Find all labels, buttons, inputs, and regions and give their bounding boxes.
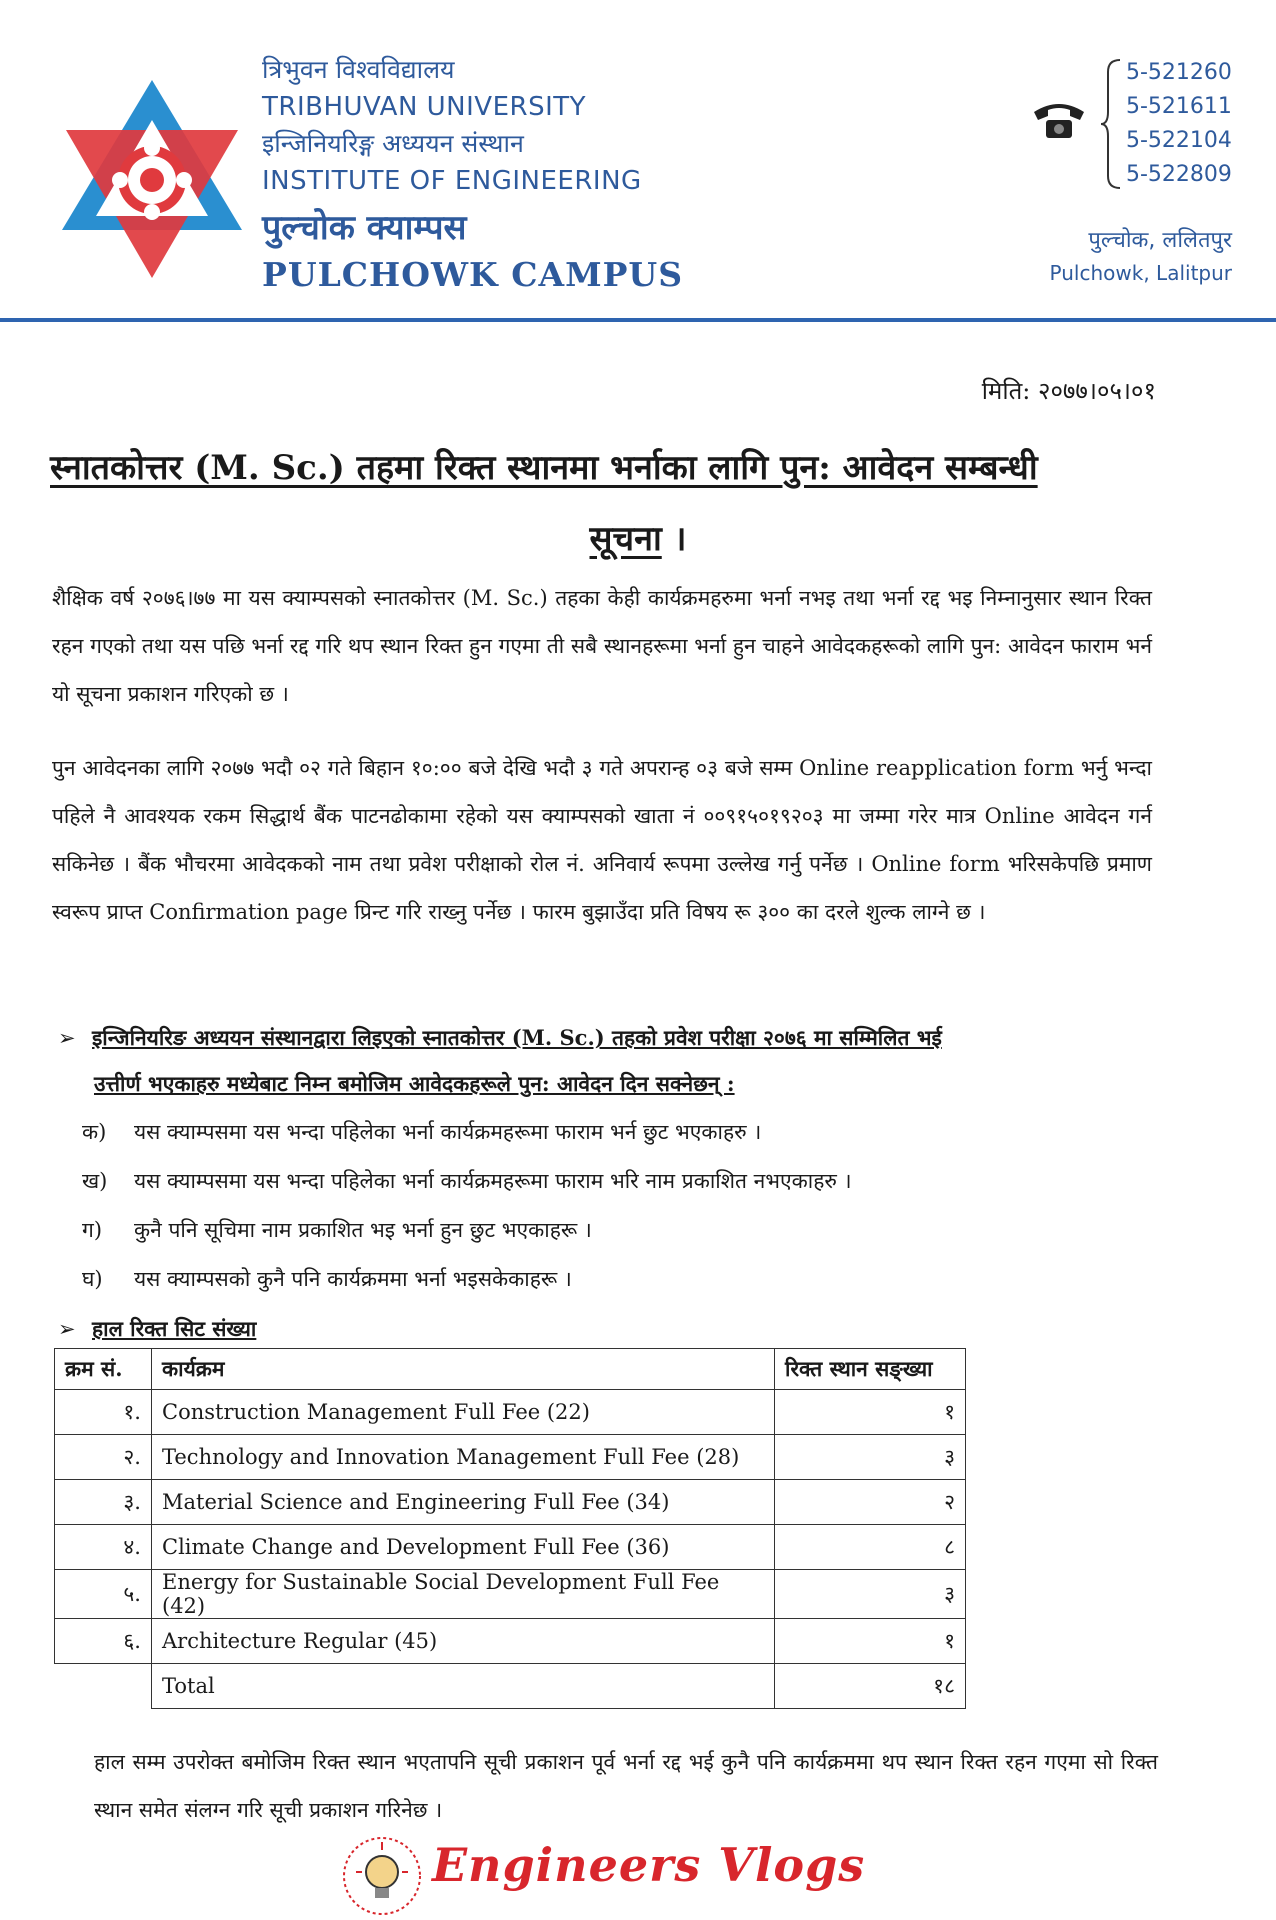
phone-number: 5-521611 bbox=[1126, 94, 1232, 119]
col-header-program: कार्यक्रम bbox=[152, 1349, 775, 1390]
eligibility-heading-line1: इन्जिनियरिङ अध्ययन संस्थानद्वारा लिइएको स्नातकोत्तर (M. Sc.) तहको प्रवेश परीक्षा २०७६ मा सम्मिलित भई bbox=[92, 1025, 942, 1050]
institute-name-english: INSTITUTE OF ENGINEERING bbox=[262, 166, 642, 196]
col-header-sn: क्रम सं. bbox=[55, 1349, 152, 1390]
table-header-row bbox=[55, 1349, 966, 1390]
university-name-english: TRIBHUVAN UNIVERSITY bbox=[262, 92, 587, 122]
notice-title: स्नातकोत्तर (M. Sc.) तहमा रिक्त स्थानमा भर्नाका लागि पुन: आवेदन सम्बन्धी bbox=[50, 448, 1038, 488]
phone-number: 5-522809 bbox=[1126, 162, 1232, 187]
vacant-seats-table bbox=[54, 1348, 966, 1709]
phone-brace bbox=[1100, 58, 1122, 190]
notice-date: मिति: २०७७।०५।०१ bbox=[981, 377, 1156, 405]
paragraph-closing: हाल सम्म उपरोक्त बमोजिम रिक्त स्थान भएतापनि सूची प्रकाशन पूर्व भर्ना रद्द भई कुनै पनि कार्यक्रममा थप स्थान रिक्त रहन गएमा सो रिक्त स्थान समेत संलग्न गरि सूची प्रकाशन गरिनेछ । bbox=[94, 1750, 1158, 1822]
phone-numbers bbox=[1126, 56, 1232, 192]
paragraph-application-procedure: पुन आवेदनका लागि २०७७ भदौ ०२ गते बिहान १०:०० बजे देखि भदौ ३ गते अपरान्ह ०३ बजे सम्म Online reapplication form भर्नु भन्दा पहिले नै आवश्यक रकम सिद्धार्थ बैंक पाटनढोकामा रहेको यस क्याम्पसको खाता नं ००९१५०१९२०३ मा जम्मा गरेर मात्र Online आवेदन गर्न सकिनेछ । बैंक भौचरमा आवेदकको नाम तथा प्रवेश परीक्षाको रोल नं. अनिवार्य रूपमा उल्लेख गर्नु पर्नेछ । Online form भरिसकेपछि प्रमाण स्वरूप प्राप्त Confirmation page प्रिन्ट गरि राख्नु पर्नेछ । फारम बुझाउँदा प्रति विषय रू ३०० का दरले शुल्क लाग्ने छ । bbox=[52, 756, 1152, 924]
paragraph-intro: शैक्षिक वर्ष २०७६।७७ मा यस क्याम्पसको स्नातकोत्तर (M. Sc.) तहका केही कार्यक्रमहरुमा भर्ना नभइ तथा भर्ना रद्द भइ निम्नानुसार स्थान रिक्त रहन गएको तथा यस पछि भर्ना रद्द गरि थप स्थान रिक्त हुन गएमा ती सबै स्थानहरूमा भर्ना हुन चाहने आवेदकहरूको लागि पुन: आवेदन फाराम भर्न यो सूचना प्रकाशन गरिएको छ । bbox=[52, 586, 1152, 706]
total-value: १८ bbox=[775, 1664, 966, 1709]
list-item: घ) यस क्याम्पसको कुनै पनि कार्यक्रममा भर्ना भइसकेकाहरू । bbox=[82, 1267, 572, 1291]
eligibility-list bbox=[82, 1108, 852, 1304]
table-total-row bbox=[55, 1664, 966, 1709]
table-row: ३. Material Science and Engineering Full Fee (34) २ bbox=[55, 1480, 966, 1525]
phone-number: 5-522104 bbox=[1126, 128, 1232, 153]
list-item: ख) यस क्याम्पसमा यस भन्दा पहिलेका भर्ना कार्यक्रमहरूमा फाराम भरि नाम प्रकाशित नभएकाहरु । bbox=[82, 1169, 852, 1193]
phone-number: 5-521260 bbox=[1126, 60, 1232, 85]
header-divider bbox=[0, 318, 1276, 322]
eligibility-heading bbox=[58, 1015, 1158, 1107]
list-item: क) यस क्याम्पसमा यस भन्दा पहिलेका भर्ना कार्यक्रमहरूमा फाराम भर्न छुट भएकाहरु । bbox=[82, 1120, 762, 1144]
table-row: ५. Energy for Sustainable Social Development Full Fee (42) ३ bbox=[55, 1570, 966, 1619]
university-name-nepali: त्रिभुवन विश्वविद्यालय bbox=[262, 55, 455, 84]
campus-name-english: PULCHOWK CAMPUS bbox=[262, 255, 684, 294]
bullet-arrow-icon: ➢ bbox=[58, 1026, 76, 1050]
telephone-icon bbox=[1030, 94, 1088, 142]
tribhuvan-university-logo bbox=[62, 80, 242, 280]
table-row: १. Construction Management Full Fee (22) १ bbox=[55, 1390, 966, 1435]
campus-address bbox=[1050, 224, 1232, 288]
seats-heading: ➢ हाल रिक्त सिट संख्या bbox=[58, 1306, 1158, 1352]
notice-title-word: सूचना bbox=[589, 519, 662, 559]
total-label: Total bbox=[152, 1664, 775, 1709]
campus-name-nepali: पुल्चोक क्याम्पस bbox=[262, 208, 467, 248]
eligibility-heading-line2: उत्तीर्ण भएकाहरु मध्येबाट निम्न बमोजिम आवेदकहरूले पुन: आवेदन दिन सक्नेछन् : bbox=[94, 1071, 735, 1096]
institute-name-nepali: इन्जिनियरिङ्ग अध्ययन संस्थान bbox=[262, 129, 524, 158]
engineers-vlogs-logo-icon bbox=[340, 1834, 424, 1918]
address-english: Pulchowk, Lalitpur bbox=[1049, 261, 1232, 285]
table-row: २. Technology and Innovation Management Full Fee (28) ३ bbox=[55, 1435, 966, 1480]
address-nepali: पुल्चोक, ललितपुर bbox=[1088, 228, 1232, 253]
table-row: ४. Climate Change and Development Full Fee (36) ८ bbox=[55, 1525, 966, 1570]
col-header-seats: रिक्त स्थान सङ्ख्या bbox=[775, 1349, 966, 1390]
bullet-arrow-icon: ➢ bbox=[58, 1317, 76, 1341]
watermark-text: Engineers Vlogs bbox=[432, 1838, 866, 1892]
header-text-block bbox=[262, 52, 683, 298]
list-item: ग) कुनै पनि सूचिमा नाम प्रकाशित भइ भर्ना हुन छुट भएकाहरू । bbox=[82, 1218, 592, 1242]
table-row: ६. Architecture Regular (45) १ bbox=[55, 1619, 966, 1664]
notice-title-line2: सूचना । bbox=[589, 519, 687, 559]
